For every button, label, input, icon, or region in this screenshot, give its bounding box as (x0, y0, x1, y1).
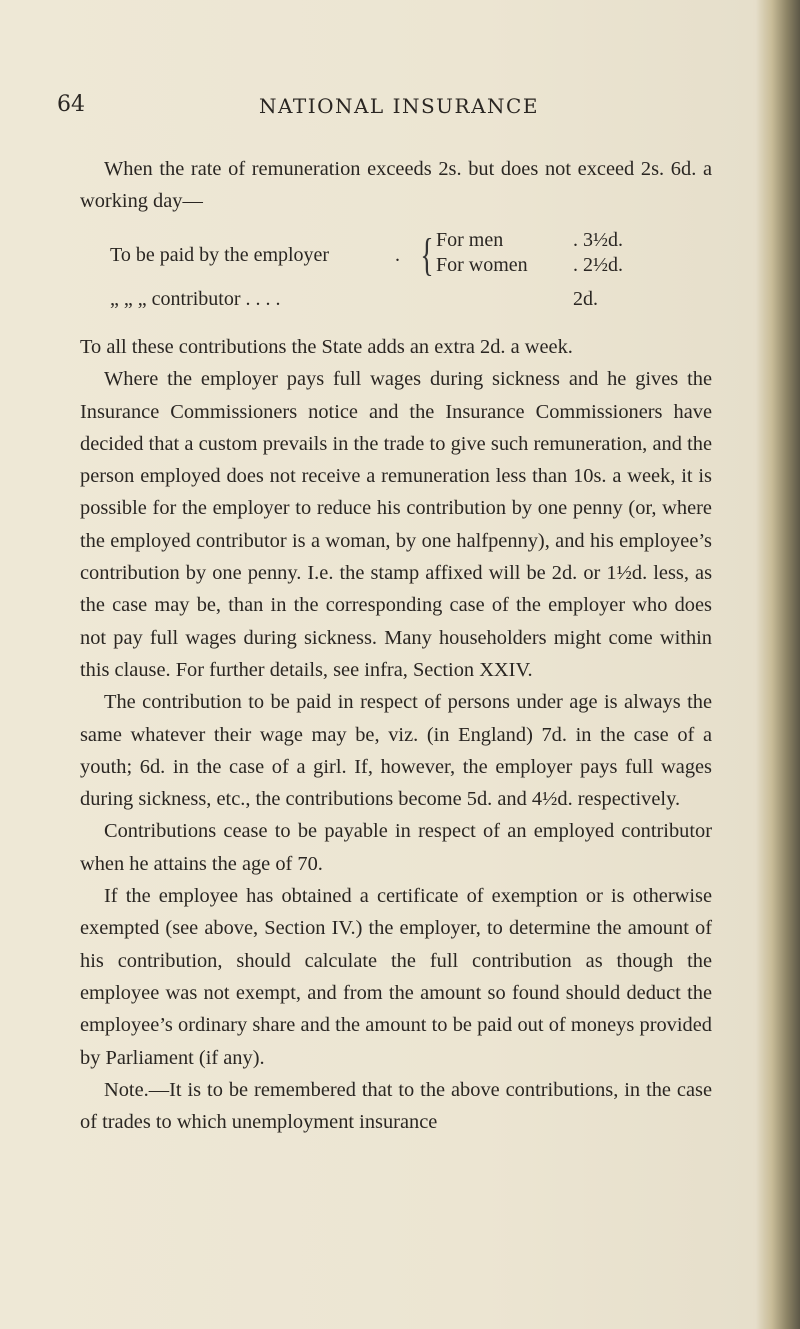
paragraph: To all these contributions the State adds an extra 2d. a week. (80, 336, 573, 358)
body-text (80, 331, 712, 1138)
paragraph: Where the employer pays full wages during sickness and he gives the Insurance Commissioners notice and the Insurance Commissioners have decided that a custom prevails in the trade to give such remuneration, and the person employed does not receive a remuneration less than 10s. a week, it is possible for the employer to reduce his contribution by one penny (or, where the employed contributor is a woman, by one halfpenny), and his employee’s contribution by one penny. I.e. the stamp affixed will be 2d. or 1½d. less, as the case may be, than in the corresponding case of the employer who does not pay full wages during sickness. Many householders might come within this clause. For further details, see infra, Section XXIV. (80, 368, 712, 681)
contributor-value: 2d. (573, 288, 598, 310)
paragraph: The contribution to be paid in respect of persons under age is always the same whatever their wage may be, viz. (in England) 7d. in the case of a youth; 6d. in the case of a girl. If, however, the employer pays full wages during sickness, etc., the contributions become 5d. and 4½d. respectively. (80, 691, 712, 811)
paragraph: If the employee has obtained a certificate of exemption or is otherwise exempted (see above, Section IV.) the employer, to determine the amount of his contribution, should calculate the full contribution as though the employee was not exempt, and from the amount so found should deduct the employee’s ordinary share and the amount to be paid out of moneys provided by Parliament (if any). (80, 885, 712, 1069)
contribution-table (110, 229, 720, 309)
page-edge-shadow (756, 0, 800, 1329)
paragraph: Contributions cease to be payable in respect of an employed contributor when he attains the age of 70. (80, 820, 712, 875)
intro-text: When the rate of remuneration exceeds 2s. but does not exceed 2s. 6d. a working day— (80, 158, 712, 213)
contributor-label: „ „ „ contributor . . . . (110, 288, 281, 310)
running-head: NATIONAL INSURANCE (259, 94, 539, 118)
page-number: 64 (57, 92, 85, 117)
page-header (57, 92, 747, 126)
women-value: . 2½d. (573, 254, 623, 276)
employer-leader-dot: . (395, 244, 400, 266)
women-label: For women (436, 254, 528, 276)
paragraph: Note.—It is to be remembered that to the above contributions, in the case of trades to which unemployment insurance (80, 1078, 712, 1134)
intro-paragraph (80, 153, 712, 218)
men-label: For men (436, 229, 504, 251)
men-value: . 3½d. (573, 229, 623, 251)
employer-label: To be paid by the employer (110, 244, 330, 266)
brace-symbol: { (420, 229, 434, 280)
